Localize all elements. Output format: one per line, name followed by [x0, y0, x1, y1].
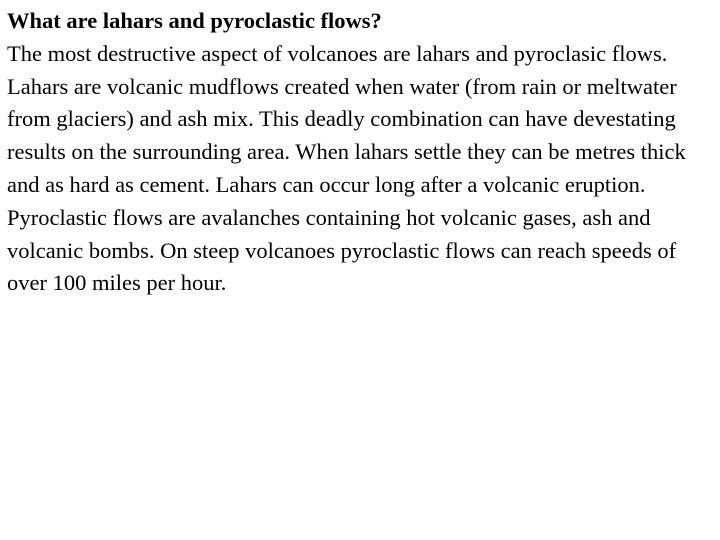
paragraph-pyroclastic-flows: Pyroclastic flows are avalanches containing hot volcanic gases, ash and volcanic bombs. On steep volcanoes pyroclastic flows can reach speeds of over 100 miles per hour.: [7, 204, 677, 296]
slide-title: What are lahars and pyroclastic flows?: [7, 8, 382, 33]
paragraph-lahars: The most destructive aspect of volcanoes are lahars and pyroclasic flows. Lahars are volcanic mudflows created when water (from rain or meltwater from glaciers) and ash mix. This deadly combination can have devestating results on the surrounding area. When lahars settle they can be metres thick and as hard as cement. Lahars can occur long after a volcanic eruption.: [7, 40, 686, 197]
slide-content: [7, 5, 715, 300]
